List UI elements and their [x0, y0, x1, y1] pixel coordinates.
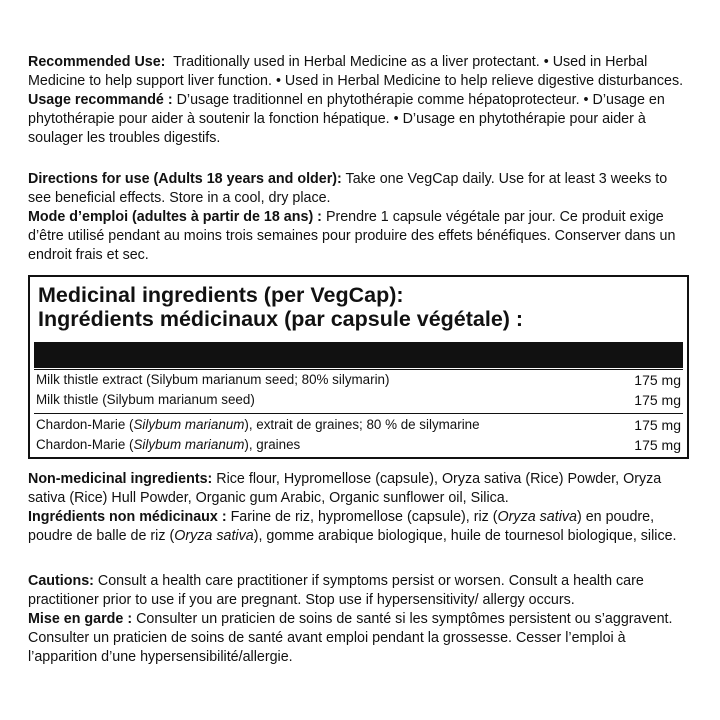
directions-text-fr: Prendre 1 capsule végétale par jour. Ce produit exige d’être utilisé pendant au moins trois semaines pour produire des effets bénéfiques. Conserver dans un endroit frais et sec. [28, 209, 676, 263]
ingredient-amount: 175 mg [634, 437, 681, 453]
ingredient-amount: 175 mg [634, 392, 681, 408]
ingredient-name: Chardon-Marie (Silybum marianum), extrait de graines; 80 % de silymarine [36, 417, 480, 432]
directions-fr [28, 208, 694, 265]
recommended-use-section [28, 53, 694, 148]
ingredient-row [36, 415, 681, 435]
cautions-section [28, 572, 694, 667]
divider [34, 413, 683, 414]
ingredient-row [36, 370, 681, 390]
recommended-use-label-fr: Usage recommandé : [28, 92, 173, 108]
ingredient-name: Milk thistle (Silybum marianum seed) [36, 392, 255, 407]
cautions-en [28, 572, 694, 610]
cautions-label-fr: Mise en garde : [28, 611, 133, 627]
medicinal-ingredients-box [28, 275, 689, 459]
non-medicinal-en [28, 470, 694, 508]
ingredient-amount: 175 mg [634, 372, 681, 388]
ingredient-name: Chardon-Marie (Silybum marianum), graines [36, 437, 301, 452]
recommended-use-en [28, 53, 694, 91]
directions-label-fr: Mode d’emploi (adultes à partir de 18 ans) : [28, 209, 322, 225]
ingredient-row [36, 435, 681, 455]
directions-text-en: Take one VegCap daily. Use for at least 3 weeks to see beneficial effects. Store in a cool, dry place. [28, 171, 668, 206]
ingredient-amount: 175 mg [634, 417, 681, 433]
non-medicinal-label-fr: Ingrédients non médicinaux : [28, 509, 227, 525]
medicinal-title-en: Medicinal ingredients (per VegCap): [38, 283, 404, 307]
header-bar [34, 342, 683, 368]
directions-section [28, 170, 694, 265]
recommended-use-label-en: Recommended Use: [28, 54, 166, 70]
non-medicinal-label-en: Non-medicinal ingredients: [28, 471, 213, 487]
medicinal-ingredients-title [38, 283, 523, 331]
recommended-use-fr [28, 91, 694, 148]
cautions-label-en: Cautions: [28, 573, 94, 589]
ingredient-name: Milk thistle extract (Silybum marianum seed; 80% silymarin) [36, 372, 390, 387]
cautions-text-fr: Consulter un praticien de soins de santé si les symptômes persistent ou s’aggravent. Consulter un praticien de soins de santé avant emploi pendant la grossesse. Cesser l’emploi à l’apparition d’une hypersensibilité/allergie. [28, 611, 673, 665]
directions-label-en: Directions for use (Adults 18 years and older): [28, 171, 342, 187]
non-medicinal-section [28, 470, 694, 546]
non-medicinal-text-fr: Farine de riz, hypromellose (capsule), riz (Oryza sativa) en poudre, poudre de balle de riz (Oryza sativa), gomme arabique biologique, huile de tournesol biologique, silice. [28, 509, 677, 544]
non-medicinal-fr [28, 508, 694, 546]
cautions-fr [28, 610, 694, 667]
recommended-use-text-fr: D’usage traditionnel en phytothérapie comme hépatoprotecteur. • D’usage en phytothérapie pour aider à soutenir la fonction hépatique. • D’usage en phytothérapie pour aider à soulager les troubles digestifs. [28, 92, 665, 146]
recommended-use-text-en: Traditionally used in Herbal Medicine as a liver protectant. • Used in Herbal Medicine to help support liver function. • Used in Herbal Medicine to help relieve digestive disturbances. [28, 54, 684, 89]
directions-en [28, 170, 694, 208]
non-medicinal-text-en: Rice flour, Hypromellose (capsule), Oryza sativa (Rice) Powder, Oryza sativa (Rice) Hull Powder, Organic gum Arabic, Organic sunflower oil, Silica. [28, 471, 662, 506]
medicinal-title-fr: Ingrédients médicinaux (par capsule végétale) : [38, 307, 524, 331]
cautions-text-en: Consult a health care practitioner if symptoms persist or worsen. Consult a health care practitioner prior to use if you are pregnant. Stop use if hypersensitivity/ allergy occurs. [28, 573, 644, 608]
ingredient-row [36, 390, 681, 410]
